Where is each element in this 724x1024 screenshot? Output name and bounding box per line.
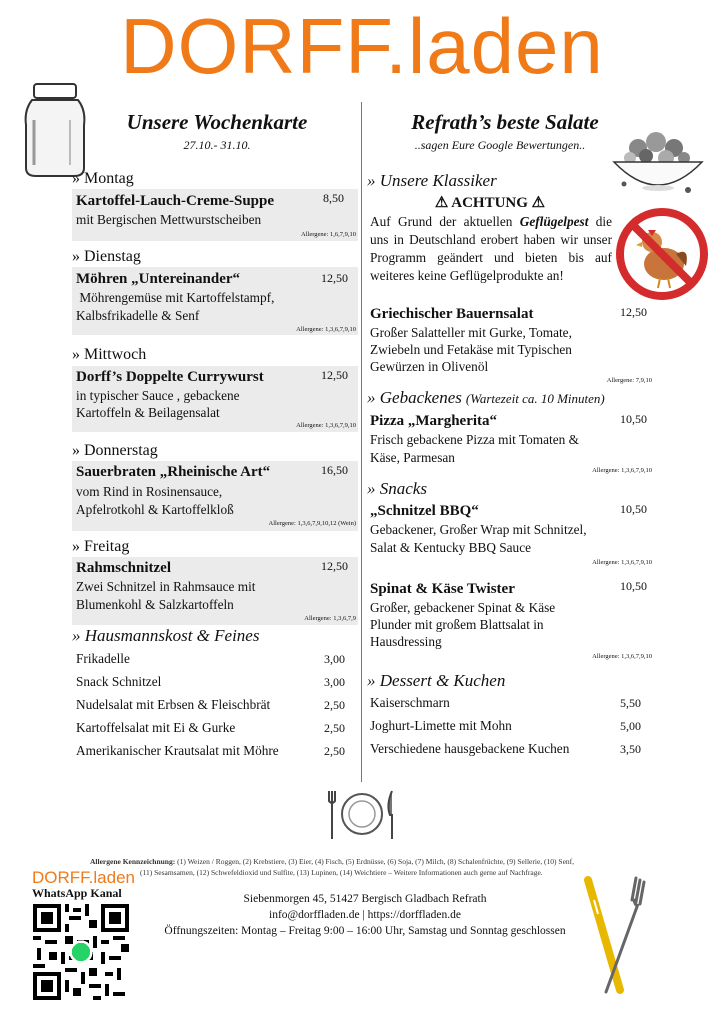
dish-desc: vom Rind in Rosinensauce, xyxy=(76,484,223,499)
warning-text xyxy=(370,213,612,285)
haus-item-name: Amerikanischer Krautsalat mit Möhre xyxy=(76,743,279,758)
salad-subtitle: ..sagen Eure Google Bewertungen.. xyxy=(414,138,586,152)
haus-item-price: 2,50 xyxy=(324,744,345,758)
dish-desc: Zwiebeln und Fetakäse mit Typischen xyxy=(370,342,572,357)
warning-text-pre: Auf Grund der aktuellen xyxy=(370,214,520,229)
haus-item-name: Snack Schnitzel xyxy=(76,674,162,689)
allergen-legend xyxy=(90,857,650,866)
haus-item-price: 3,00 xyxy=(324,675,345,689)
haus-item-price: 2,50 xyxy=(324,721,345,735)
haus-item-name: Nudelsalat mit Erbsen & Fleischbrät xyxy=(76,697,271,712)
dish-name: Sauerbraten „Rheinische Art“ xyxy=(76,464,271,480)
whatsapp-label: WhatsApp Kanal xyxy=(32,886,122,900)
dish-desc: Zwei Schnitzel in Rahmsauce mit xyxy=(76,579,256,594)
day-monday: » Montag xyxy=(72,170,134,187)
no-poultry-icon xyxy=(614,206,710,302)
dish-name: „Schnitzel BBQ“ xyxy=(370,503,479,519)
allergen-line2: (11) Sesamsamen, (12) Schwefeldioxid und Sulfite, (13) Lupinen, (14) Weichtiere – Weitere Informationen auch gerne auf Nachfrage. xyxy=(140,868,543,877)
dish-name: Kartoffel-Lauch-Creme-Suppe xyxy=(76,193,275,209)
dessert-item-name: Kaiserschmarn xyxy=(370,695,450,710)
dish-allergens: Allergene: 1,3,6,7,9,10,12 (Wein) xyxy=(268,520,356,527)
dish-name: Spinat & Käse Twister xyxy=(370,581,515,597)
allergen-label: Allergene Kennzeichnung: xyxy=(90,857,176,866)
plate-cutlery-icon xyxy=(322,785,402,843)
menu-item-monday xyxy=(72,189,358,241)
qr-code[interactable] xyxy=(33,904,129,1000)
dish-price: 10,50 xyxy=(620,502,647,516)
weekly-menu-title: Unsere Wochenkarte xyxy=(126,110,308,134)
day-wednesday: » Mittwoch xyxy=(72,346,147,363)
salad-title: Refrath’s beste Salate xyxy=(411,110,599,134)
dish-desc: Blumenkohl & Salzkartoffeln xyxy=(76,597,234,612)
dish-desc: Hausdressing xyxy=(370,634,442,649)
day-friday: » Freitag xyxy=(72,538,130,555)
dish-allergens: Allergene: 1,3,6,7,9,10 xyxy=(592,653,652,660)
section-gebackenes xyxy=(367,388,605,408)
allergen-line1: (1) Weizen / Roggen, (2) Krebstiere, (3) Eier, (4) Fisch, (5) Erdnüsse, (6) Soja, (7) Milch, (8) Schalenfrüchte, (9) Sellerie, (10) Senf, xyxy=(175,857,575,866)
dish-allergens: Allergene: 7,9,10 xyxy=(606,377,652,384)
dish-name: Möhren „Untereinander“ xyxy=(76,271,241,287)
dessert-item-name: Joghurt-Limette mit Mohn xyxy=(370,718,512,733)
dish-desc: Großer Salatteller mit Gurke, Tomate, xyxy=(370,325,572,340)
dish-allergens: Allergene: 1,3,6,7,9,10 xyxy=(296,422,356,429)
dish-desc: Möhrengemüse mit Kartoffelstampf, xyxy=(76,290,275,305)
dish-allergens: Allergene: 1,3,6,7,9,10 xyxy=(592,467,652,474)
dish-price: 12,50 xyxy=(321,559,348,573)
menu-item-thursday xyxy=(72,461,358,531)
menu-item-tuesday xyxy=(72,267,358,335)
logo-title: DORFF.laden xyxy=(120,2,604,90)
dish-allergens: Allergene: 1,3,6,7,9,10 xyxy=(592,559,652,566)
day-thursday: » Donnerstag xyxy=(72,442,158,459)
dessert-item-price: 3,50 xyxy=(620,742,641,756)
menu-item-wednesday xyxy=(72,366,358,432)
dish-price: 10,50 xyxy=(620,579,647,593)
dish-name: Dorff’s Doppelte Currywurst xyxy=(76,369,264,385)
dish-name: Griechischer Bauernsalat xyxy=(370,306,534,322)
dish-price: 12,50 xyxy=(321,271,348,285)
gebackenes-note: (Wartezeit ca. 10 Minuten) xyxy=(465,391,605,406)
weekly-dates: 27.10.- 31.10. xyxy=(183,138,251,152)
dish-price: 10,50 xyxy=(620,412,647,426)
warning-emphasis: Geflügelpest xyxy=(519,214,589,229)
day-tuesday: » Dienstag xyxy=(72,248,141,265)
dish-name: Pizza „Margherita“ xyxy=(370,413,498,429)
section-klassiker: » Unsere Klassiker xyxy=(367,171,497,190)
dish-allergens: Allergene: 1,6,7,9,10 xyxy=(301,231,356,238)
dish-desc: Kalbsfrikadelle & Senf xyxy=(76,308,200,323)
section-snacks: » Snacks xyxy=(367,479,427,498)
dessert-item-name: Verschiedene hausgebackene Kuchen xyxy=(370,741,570,756)
haus-item-name: Frikadelle xyxy=(76,651,130,666)
footer-logo: DORFF.laden xyxy=(32,868,135,887)
dish-price: 8,50 xyxy=(323,191,344,205)
menu-item-friday xyxy=(72,557,358,625)
section-hausmannskost: » Hausmannskost & Feines xyxy=(72,626,260,645)
dish-price: 12,50 xyxy=(321,368,348,382)
dish-desc: Großer, gebackener Spinat & Käse xyxy=(370,600,556,615)
warning-title: ⚠ ACHTUNG ⚠ xyxy=(434,195,546,211)
dish-allergens: Allergene: 1,3,6,7,9 xyxy=(304,615,356,622)
dish-desc: Käse, Parmesan xyxy=(370,450,455,465)
dish-allergens: Allergene: 1,3,6,7,9,10 xyxy=(296,326,356,333)
contact: info@dorffladen.de | https://dorffladen.de xyxy=(269,909,461,921)
dish-desc: Gebackener, Großer Wrap mit Schnitzel, xyxy=(370,522,587,537)
dish-desc: Apfelrotkohl & Kartoffelkloß xyxy=(76,502,234,517)
opening-hours: Öffnungszeiten: Montag – Freitag 9:00 – 16:00 Uhr, Samstag und Sonntag geschlossen xyxy=(164,925,566,937)
dish-price: 16,50 xyxy=(321,463,348,477)
dish-desc: Gewürzen in Olivenöl xyxy=(370,359,489,374)
dish-desc: Frisch gebackene Pizza mit Tomaten & xyxy=(370,432,579,447)
address: Siebenmorgen 45, 51427 Bergisch Gladbach Refrath xyxy=(243,893,487,905)
dish-desc: Kartoffeln & Beilagensalat xyxy=(76,405,220,420)
gebackenes-title: » Gebackenes xyxy=(367,388,462,407)
dessert-item-price: 5,50 xyxy=(620,696,641,710)
haus-item-name: Kartoffelsalat mit Ei & Gurke xyxy=(76,720,236,735)
dish-desc: Salat & Kentucky BBQ Sauce xyxy=(370,540,532,555)
dish-desc: in typischer Sauce , gebackene xyxy=(76,388,240,403)
dish-name: Rahmschnitzel xyxy=(76,560,171,576)
dish-desc: Plunder mit großem Blattsalat in xyxy=(370,617,544,632)
dessert-item-price: 5,00 xyxy=(620,719,641,733)
dish-price: 12,50 xyxy=(620,305,647,319)
warning-text-post: die uns in Deutschland erobert haben wir unser Programm geändert und bieten bis auf weiteres keine Geflügelprodukte an! xyxy=(370,214,612,283)
section-dessert: » Dessert & Kuchen xyxy=(367,671,506,690)
column-divider xyxy=(361,102,362,782)
haus-item-price: 2,50 xyxy=(324,698,345,712)
fork-knife-icon xyxy=(578,870,648,1000)
dish-desc: mit Bergischen Mettwurstscheiben xyxy=(76,212,262,227)
haus-item-price: 3,00 xyxy=(324,652,345,666)
